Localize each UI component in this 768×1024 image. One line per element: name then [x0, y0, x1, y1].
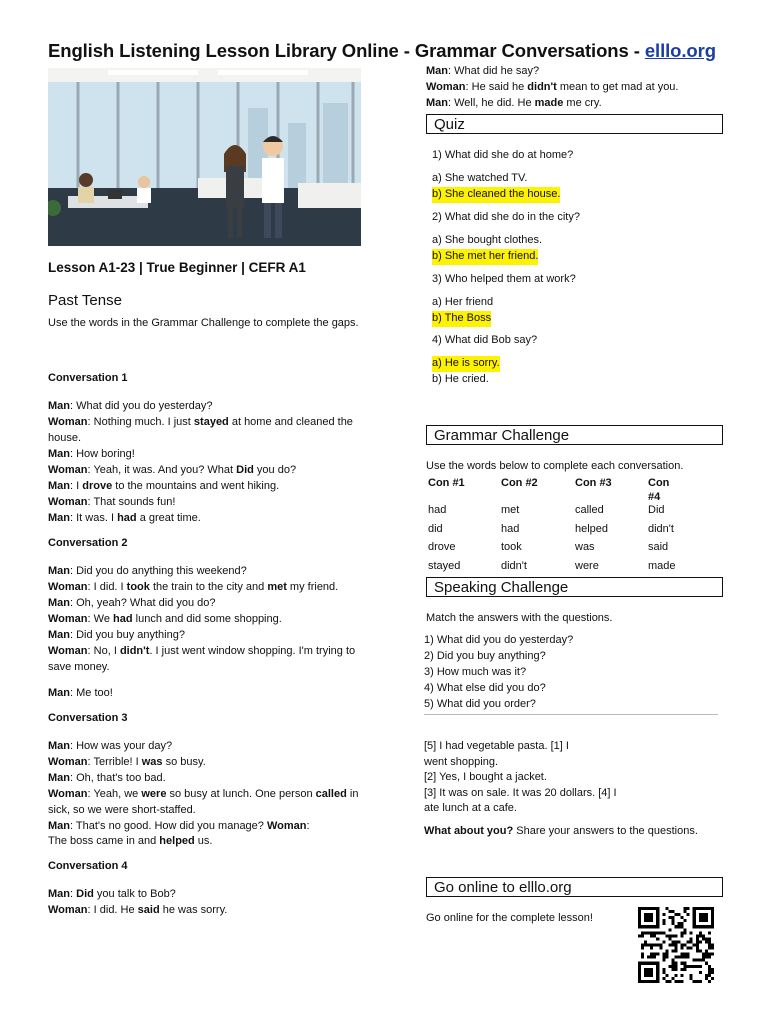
- conversation-line: Man: I drove to the mountains and went hiking.: [48, 479, 280, 492]
- conversation-line: Woman: That sounds fun!: [48, 495, 176, 508]
- grammar-word: said: [648, 541, 669, 553]
- quiz-question: 4) What did Bob say?: [432, 334, 538, 346]
- grammar-word: called: [575, 504, 604, 516]
- quiz-heading: Quiz: [426, 114, 723, 134]
- grammar-word: was: [575, 541, 595, 553]
- instruction: Use the words in the Grammar Challenge to complete the gaps.: [48, 317, 359, 329]
- speaker: Woman: [48, 756, 88, 768]
- speaker: Man: [48, 686, 70, 699]
- lesson-info: Lesson A1-23 | True Beginner | CEFR A1: [48, 260, 306, 275]
- grammar-heading: Grammar Challenge: [426, 425, 723, 445]
- conversation-line: Woman: Yeah, it was. And you? What Did you do?: [48, 463, 297, 476]
- online-heading: Go online to elllo.org: [426, 877, 723, 897]
- conversation-line: Woman: We had lunch and did some shopping.: [48, 613, 282, 625]
- speaker: Man: [48, 597, 70, 609]
- conversation-line: Woman: He said he didn't mean to get mad at you.: [426, 81, 679, 93]
- conversation-line: Man: Did you talk to Bob?: [48, 888, 176, 900]
- quiz-question: 3) Who helped them at work?: [432, 273, 576, 285]
- grammar-column-header: Con #1: [428, 477, 465, 489]
- speaker: Woman: [48, 495, 88, 508]
- speaker: Man: [48, 479, 70, 492]
- quiz-option-b[interactable]: b) The Boss: [432, 311, 491, 327]
- conversation-line: Woman: Nothing much. I just stayed at home and cleaned the house.: [48, 416, 353, 444]
- conversation-line: Woman: Yeah, we were so busy at lunch. One person called in sick, so we were short-staffed.: [48, 788, 359, 816]
- site-link[interactable]: elllo.org: [644, 40, 716, 61]
- about-rest: Share your answers to the questions.: [513, 825, 698, 837]
- conversation-line: Man: What did you do yesterday?: [48, 400, 213, 412]
- about-you: [424, 824, 698, 840]
- conversation-line: Man: What did he say?: [426, 65, 540, 77]
- speaker: Man: [48, 565, 70, 577]
- speaker: Woman: [426, 81, 466, 93]
- grammar-column-header: Con #3: [575, 477, 612, 489]
- conversation-line: Man: Did you buy anything?: [48, 629, 185, 641]
- speaker: Man: [48, 629, 70, 641]
- grammar-column: [648, 476, 718, 572]
- grammar-word: made: [648, 559, 676, 572]
- conversation-line: Woman: No, I didn't. I just went window shopping. I'm trying to save money.: [48, 645, 356, 673]
- speaker: Woman: [48, 788, 88, 800]
- speaking-question: 5) What did you order?: [424, 698, 536, 710]
- online-text: Go online for the complete lesson!: [426, 912, 593, 924]
- conversation-title: Conversation 3: [48, 712, 128, 724]
- conversation-line: Man: Oh, that's too bad.: [48, 772, 166, 784]
- speaking-answer: went shopping.: [424, 755, 498, 768]
- conversation-line: Man: Me too!: [48, 686, 113, 699]
- speaking-answer: [5] I had vegetable pasta. [1] I: [424, 740, 569, 752]
- grammar-word: Did: [648, 504, 665, 516]
- speaker: Man: [426, 65, 448, 77]
- speaking-answer: ate lunch at a cafe.: [424, 802, 517, 814]
- conversation-line: Man: Did you do anything this weekend?: [48, 565, 247, 577]
- speaker: Woman: [48, 463, 88, 476]
- office-illustration: [48, 68, 361, 246]
- conversation-line: Man: It was. I had a great time.: [48, 511, 201, 524]
- conversation-title: Conversation 2: [48, 537, 128, 549]
- topic-heading: Past Tense: [48, 292, 122, 309]
- speaking-instruction: Match the answers with the questions.: [426, 612, 613, 624]
- conversation-line: Man: How was your day?: [48, 740, 173, 752]
- grammar-table: [428, 476, 728, 576]
- conversation-line: Man: How boring!: [48, 447, 135, 460]
- quiz-option-b[interactable]: b) She cleaned the house.: [432, 187, 560, 203]
- conversation-title: Conversation 1: [48, 372, 128, 384]
- grammar-word: took: [501, 541, 522, 553]
- speaker: Man: [426, 97, 448, 109]
- quiz-question: 2) What did she do in the city?: [432, 211, 580, 223]
- speaking-answer: [3] It was on sale. It was 20 dollars. [4] I: [424, 786, 617, 799]
- speaking-question: 2) Did you buy anything?: [424, 650, 546, 662]
- speaking-answer: [2] Yes, I bought a jacket.: [424, 771, 547, 783]
- quiz-option-a[interactable]: a) Her friend: [432, 296, 494, 308]
- grammar-column: [501, 476, 571, 572]
- grammar-word: helped: [575, 522, 609, 535]
- speaker: Woman: [48, 416, 88, 428]
- quiz-option-a[interactable]: a) He is sorry.: [432, 356, 500, 372]
- conversation-line: Man: That's no good. How did you manage? Woman: The boss came in and helped us.: [48, 819, 310, 847]
- qr-code[interactable]: [638, 907, 714, 983]
- speaker: Woman: [48, 581, 88, 593]
- grammar-word: drove: [428, 541, 456, 553]
- quiz-option-b[interactable]: b) She met her friend.: [432, 249, 538, 265]
- quiz-question: 1) What did she do at home?: [432, 149, 574, 161]
- speaker: Woman: [48, 645, 88, 657]
- speaker: Man: [48, 888, 70, 900]
- grammar-word: stayed: [428, 559, 461, 572]
- speaker: Woman: [48, 613, 88, 625]
- grammar-word: didn't: [648, 522, 674, 535]
- conversation-line: Woman: I did. He said he was sorry.: [48, 904, 228, 916]
- grammar-word: didn't: [501, 559, 527, 572]
- speaker: Man: [48, 772, 70, 784]
- grammar-column-header: Con #4: [648, 477, 670, 503]
- grammar-column: [575, 476, 645, 572]
- grammar-instruction: Use the words below to complete each conversation.: [426, 460, 684, 472]
- speaker: Man: [48, 447, 70, 460]
- about-bold: What about you?: [424, 825, 514, 837]
- quiz-option-b[interactable]: b) He cried.: [432, 373, 489, 385]
- grammar-word: had: [428, 504, 447, 516]
- speaking-heading: Speaking Challenge: [426, 577, 723, 597]
- title-text: English Listening Lesson Library Online - Grammar Conversations -: [48, 40, 640, 61]
- speaker: Man: [48, 511, 70, 524]
- divider: [424, 714, 718, 715]
- grammar-column: [428, 476, 498, 572]
- grammar-word: did: [428, 522, 443, 535]
- conversation-line: Woman: Terrible! I was so busy.: [48, 756, 206, 768]
- speaking-question: 3) How much was it?: [424, 666, 527, 678]
- speaker: Man: [48, 740, 70, 752]
- conversation-line: Man: Oh, yeah? What did you do?: [48, 597, 216, 609]
- speaking-question: 1) What did you do yesterday?: [424, 634, 574, 646]
- conversation-title: Conversation 4: [48, 860, 128, 872]
- conversation-line: Woman: I did. I took the train to the city and met my friend.: [48, 581, 339, 593]
- quiz-option-a[interactable]: a) She watched TV.: [432, 172, 528, 184]
- speaker: Man: [48, 819, 70, 832]
- speaker: Woman: [48, 904, 88, 916]
- conversation-line: Man: Well, he did. He made me cry.: [426, 97, 602, 109]
- quiz-option-a[interactable]: a) She bought clothes.: [432, 234, 543, 246]
- grammar-word: met: [501, 504, 520, 516]
- grammar-word: were: [575, 559, 599, 572]
- page-title: [48, 40, 716, 62]
- speaking-question: 4) What else did you do?: [424, 682, 546, 694]
- grammar-column-header: Con #2: [501, 477, 538, 489]
- grammar-word: had: [501, 522, 520, 535]
- speaker: Man: [48, 400, 70, 412]
